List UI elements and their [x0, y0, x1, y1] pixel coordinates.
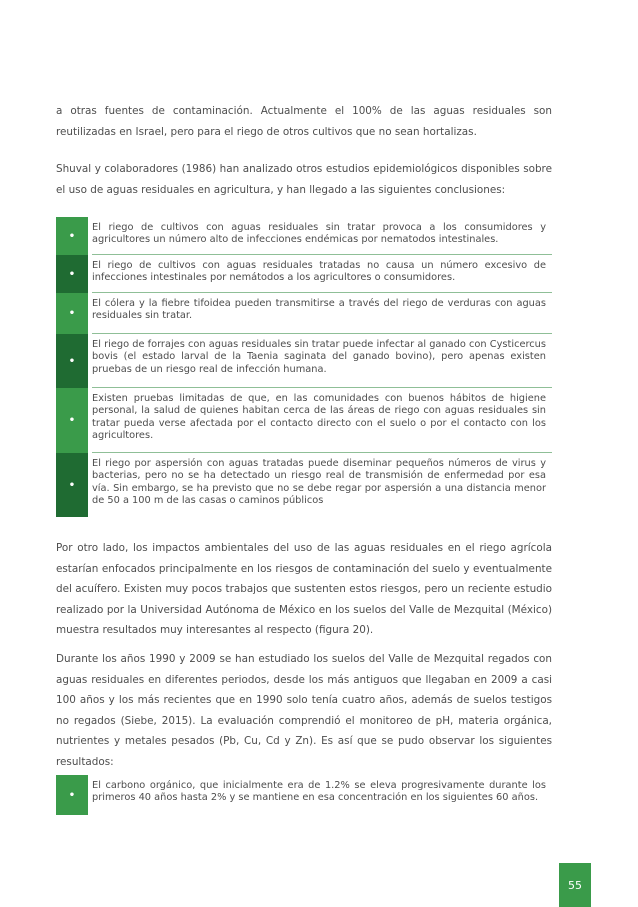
bullet-icon: • [56, 293, 88, 334]
page-number: 55 [559, 863, 591, 907]
list-item [56, 255, 552, 293]
bullet-icon: • [56, 775, 88, 815]
intro-paragraph-1: a otras fuentes de contaminación. Actualmente el 100% de las aguas residuales son reutilizadas en Israel, pero para el riego de otros cultivos que no sean hortalizas. [56, 105, 552, 138]
body-paragraph-1: Por otro lado, los impactos ambientales del uso de las aguas residuales en el riego agrícola estarían enfocados principalmente en los riesgos de contaminación del suelo y eventualmente del acuífero. Existen muy pocos trabajos que sustenten estos riesgos, pero un reciente estudio realizado por la Universidad Autónoma de México en los suelos del Valle de Mezquital (México) muestra resultados muy interesantes al respecto (figura 20). [56, 542, 552, 636]
list-item-text: El cólera y la fiebre tifoidea pueden transmitirse a través del riego de verduras con aguas residuales sin tratar. [92, 293, 552, 334]
list-item [56, 217, 552, 255]
results-list [56, 775, 552, 815]
intro-paragraph-2: Shuval y colaboradores (1986) han analizado otros estudios epidemiológicos disponibles sobre el uso de aguas residuales en agricultura, y han llegado a las siguientes conclusiones: [56, 163, 552, 196]
conclusions-list [56, 217, 552, 517]
list-item-text: Existen pruebas limitadas de que, en las comunidades con buenos hábitos de higiene personal, la salud de quienes habitan cerca de las áreas de riego con aguas residuales sin tratar pueda verse afectada por el contacto directo con el suelo o por el contacto con los agricultores. [92, 388, 552, 453]
bullet-icon: • [56, 334, 88, 388]
list-item-text: El riego por aspersión con aguas tratadas puede diseminar pequeños números de virus y bacterias, pero no se ha detectado un riesgo real de transmisión de enfermedad por esa vía. Sin embargo, se ha previsto que no se debe regar por aspersión a una distancia menor de 50 a 100 m de las casas o caminos públicos [92, 458, 546, 506]
list-item [56, 453, 552, 517]
list-item-text: El riego de cultivos con aguas residuales tratadas no causa un número excesivo de infecciones intestinales por nemátodos a los agricultores o consumidores. [92, 255, 552, 293]
bullet-icon: • [56, 453, 88, 517]
bullet-icon: • [56, 217, 88, 255]
body-paragraph-2: Durante los años 1990 y 2009 se han estudiado los suelos del Valle de Mezquital regados con aguas residuales en diferentes periodos, desde los más antiguos que llegaban en 2009 a casi 100 años y los más recientes que en 1990 solo tenía cuatro años, además de suelos testigos no regados (Siebe, 2015). La evaluación comprendió el monitoreo de pH, materia orgánica, nutrientes y metales pesados (Pb, Cu, Cd y Zn). Es así que se pudo observar los siguientes resultados: [56, 653, 552, 768]
list-item [56, 388, 552, 453]
list-item-text: El carbono orgánico, que inicialmente era de 1.2% se eleva progresivamente durante los primeros 40 años hasta 2% y se mantiene en esa concentración en los siguientes 60 años. [92, 780, 546, 804]
list-item-text: El riego de cultivos con aguas residuales sin tratar provoca a los consumidores y agricultores un número alto de infecciones endémicas por nematodos intestinales. [92, 217, 552, 255]
list-item [56, 775, 552, 815]
list-item-text: El riego de forrajes con aguas residuales sin tratar puede infectar al ganado con Cysticercus bovis (el estado larval de la Taenia saginata del ganado bovino), pero apenas existen pruebas de un riesgo real de infección humana. [92, 334, 552, 388]
bullet-icon: • [56, 255, 88, 293]
bullet-icon: • [56, 388, 88, 453]
list-item [56, 293, 552, 334]
list-item [56, 334, 552, 388]
